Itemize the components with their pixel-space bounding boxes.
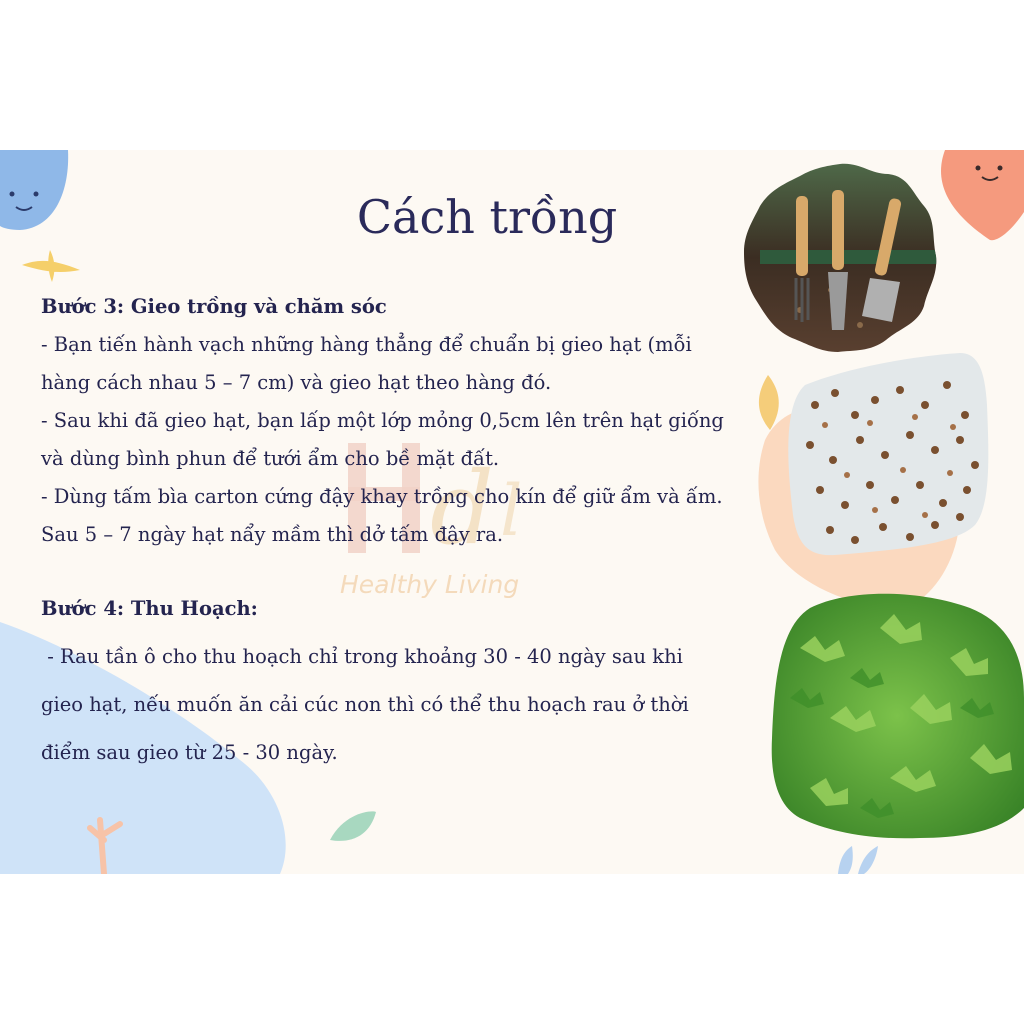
page-title: Cách trồng	[356, 190, 618, 244]
step4-line: điểm sau gieo từ 25 - 30 ngày.	[41, 741, 338, 764]
svg-text:l: l	[500, 470, 523, 552]
greens-photo	[770, 588, 1024, 844]
step4-line: - Rau tần ô cho thu hoạch chỉ trong khoảng 30 - 40 ngày sau khi	[41, 645, 683, 668]
seeds-photo	[775, 345, 1000, 565]
step3-heading-rest: : Gieo trồng và chăm sóc	[116, 295, 387, 318]
svg-text:d: d	[430, 450, 495, 565]
step3-line: - Sau khi đã gieo hạt, bạn lấp một lớp mỏng 0,5cm lên trên hạt giống	[41, 409, 724, 432]
step3-line: - Bạn tiến hành vạch những hàng thẳng để chuẩn bị gieo hạt (mỗi	[41, 333, 692, 356]
step3-heading-bold: Bước 3	[41, 295, 117, 318]
step3-line: Sau 5 – 7 ngày hạt nẩy mầm thì dở tấm đậy ra.	[41, 523, 504, 546]
garden-tools-photo	[740, 160, 940, 355]
step3-line: - Dùng tấm bìa carton cứng đậy khay trồng cho kín để giữ ẩm và ấm.	[41, 485, 723, 508]
blue-leaf	[838, 846, 878, 874]
yellow-leaf	[22, 250, 80, 282]
step3-line: và dùng bình phun để tưới ẩm cho bề mặt đất.	[41, 447, 500, 470]
step3-heading	[41, 295, 387, 318]
step4-heading: Bước 4: Thu Hoạch:	[41, 597, 258, 620]
green-leaf	[330, 811, 376, 840]
slide-card	[0, 150, 1024, 874]
step4-line: gieo hạt, nếu muốn ăn cải cúc non thì có thể thu hoạch rau ở thời	[41, 693, 689, 716]
step3-line: hàng cách nhau 5 – 7 cm) và gieo hạt theo hàng đó.	[41, 371, 552, 394]
watermark-text: Healthy Living	[340, 570, 520, 599]
